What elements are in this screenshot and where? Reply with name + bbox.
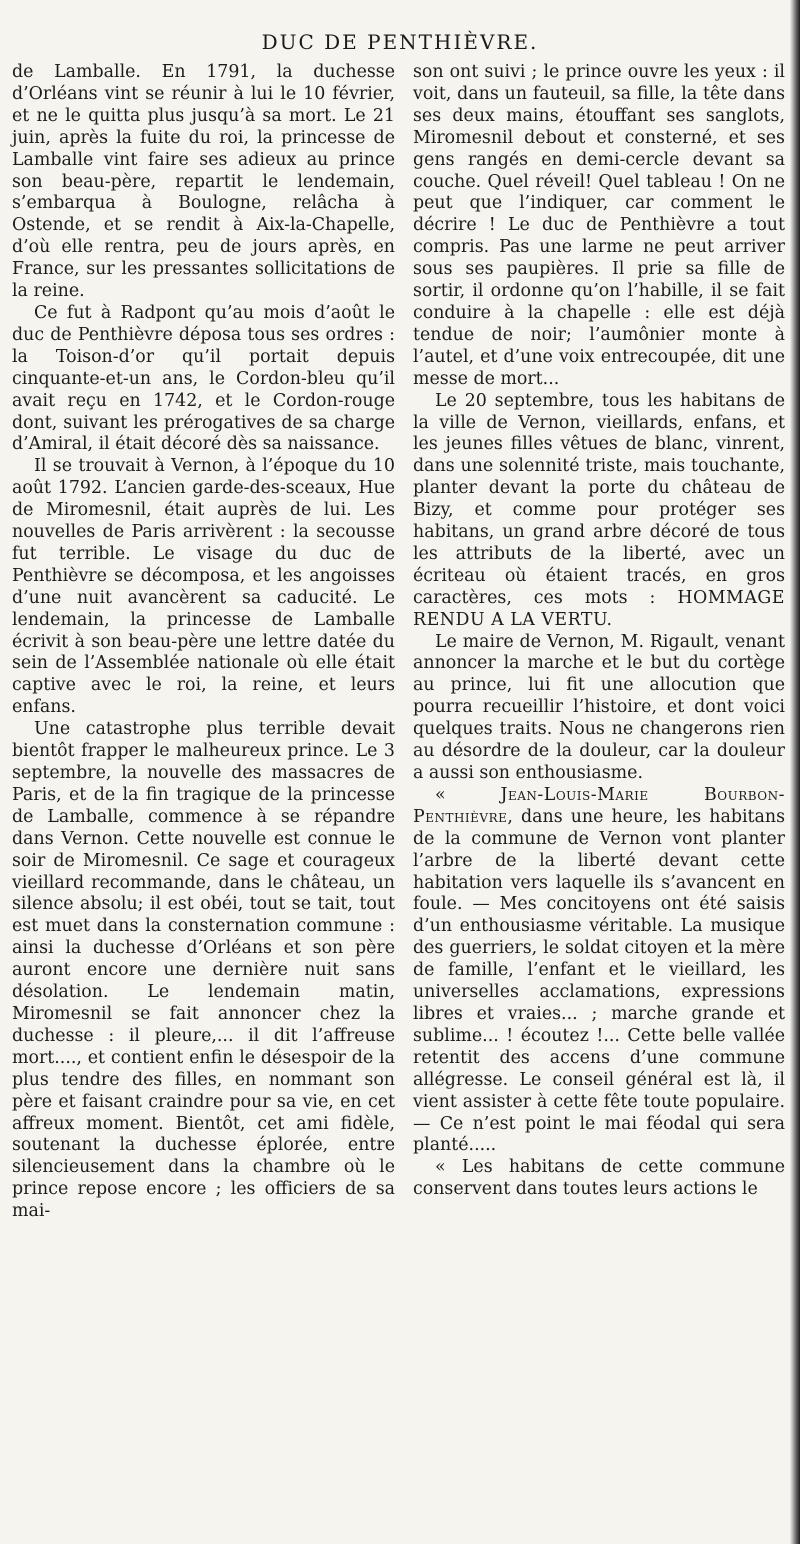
paragraph: « Les habitans de cette commune conservent dans toutes leurs actions le	[413, 1157, 785, 1200]
paragraph	[413, 785, 785, 1157]
page-edge-shadow	[790, 0, 800, 1544]
paragraph: Une catastrophe plus terrible devait bientôt frapper le malheureux prince. Le 3 septembre, la nouvelle des massacres de Paris, et de la fin tragique de la princesse de Lamballe, commence à se répandre dans Vernon. Cette nouvelle est connue le soir de Miromesnil. Ce sage et courageux vieillard recommande, dans le château, un silence absolu; il est obéi, tout se tait, tout est muet dans la consternation commune : ainsi la duchesse d’Orléans et son père auront encore une dernière nuit sans désolation. Le lendemain matin, Miromesnil se fait annoncer chez la duchesse : il pleure,... il dit l’affreuse mort...., et contient enfin le désespoir de la plus tendre des filles, en nommant son père et faisant craindre pour sa vie, en cet affreux moment. Bientôt, cet ami fidèle, soutenant la duchesse éplorée, entre silencieusement dans la chambre où le prince repose encore ; les officiers de sa mai-	[12, 719, 395, 1222]
inscription-caps: HOMMAGE RENDU A LA VERTU.	[413, 587, 785, 630]
running-head: DUC DE PENTHIÈVRE.	[261, 30, 539, 54]
addressee-name: Jean-Louis-Marie Bourbon-Penthièvre	[413, 784, 785, 827]
paragraph: Ce fut à Radpont qu’au mois d’août le duc de Penthièvre déposa tous ses ordres : la Toison-d’or qu’il portait depuis cinquante-et-un ans, le Cordon-bleu qu’il avait reçu en 1742, et le Cordon-rouge dont, suivant les prérogatives de sa charge d’Amiral, il était décoré dès sa naissance.	[12, 302, 395, 455]
paragraph: son ont suivi ; le prince ouvre les yeux : il voit, dans un fauteuil, sa fille, la tête dans ses deux mains, étouffant ses sanglots, Miromesnil debout et consterné, et ses gens rangés en demi-cercle devant sa couche. Quel réveil! Quel tableau ! On ne peut que l’indiquer, car comment le décrire ! Le duc de Penthièvre a tout compris. Pas une larme ne peut arriver sous ses paupières. Il prie sa fille de sortir, il ordonne qu’on l’habille, il se fait conduire à la chapelle : elle est déjà tendue de noir; l’aumônier monte à l’autel, et d’une voix entrecoupée, dit une messe de mort...	[413, 62, 785, 389]
paragraph: Le maire de Vernon, M. Rigault, venant annoncer la marche et le but du cortège au prince, lui fit une allocution que pourra recueillir l’histoire, et dont voici quelques traits. Nous ne changerons rien au désordre de la douleur, car la douleur a aussi son enthousiasme.	[413, 631, 785, 783]
column-gutter	[403, 62, 404, 1532]
paragraph-text: Le 20 septembre, tous les habitans de la ville de Vernon, vieillards, enfans, et les jeunes filles vêtues de blanc, vinrent, dans une solennité triste, mais touchante, planter devant la porte du château de Bizy, et comme pour protéger ses habitans, un grand arbre décoré de tous les attributs de la liberté, avec un écriteau où étaient tracés, en gros caractères, ces mots :	[413, 390, 785, 608]
paragraph: de Lamballe. En 1791, la duchesse d’Orléans vint se réunir à lui le 10 février, et ne le quitta plus jusqu’à sa mort. Le 21 juin, après la fuite du roi, la princesse de Lamballe vint faire ses adieux au prince son beau-père, repartit le lendemain, s’embarqua à Boulogne, relâcha à Ostende, et se rendit à Aix-la-Chapelle, d’où elle rentra, peu de jours après, en France, sur les pressantes sollicitations de la reine.	[12, 62, 395, 302]
paragraph	[413, 391, 785, 632]
left-column	[12, 62, 395, 1223]
paragraph: Il se trouvait à Vernon, à l’époque du 10 août 1792. L’ancien garde-des-sceaux, Hue de Miromesnil, était auprès de lui. Les nouvelles de Paris arrivèrent : la secousse fut terrible. Le visage du duc de Penthièvre se décomposa, et les angoisses d’une nuit avancèrent sa caducité. Le lendemain, la princesse de Lamballe écrivit à son beau-père une lettre datée du sein de l’Assemblée nationale où elle était captive avec le roi, la reine, et leurs enfans.	[12, 456, 395, 718]
paragraph-text: , dans une heure, les habitans de la commune de Vernon vont planter l’arbre de la liberté devant cette habitation vers laquelle ils s’avancent en foule. — Mes concitoyens ont été saisis d’un enthousiasme véritable. La musique des guerriers, le soldat citoyen et la mère de famille, l’enfant et le vieillard, les universelles acclamations, expressions libres et vraies... ; marche grande et sublime... ! écoutez !... Cette belle vallée retentit des accens d’une commune allégresse. Le conseil général est là, il vient assister à cette fête toute populaire. — Ce n’est point le mai féodal qui sera planté.....	[413, 806, 785, 1156]
right-column	[413, 62, 785, 1201]
quote-mark: «	[435, 784, 501, 805]
